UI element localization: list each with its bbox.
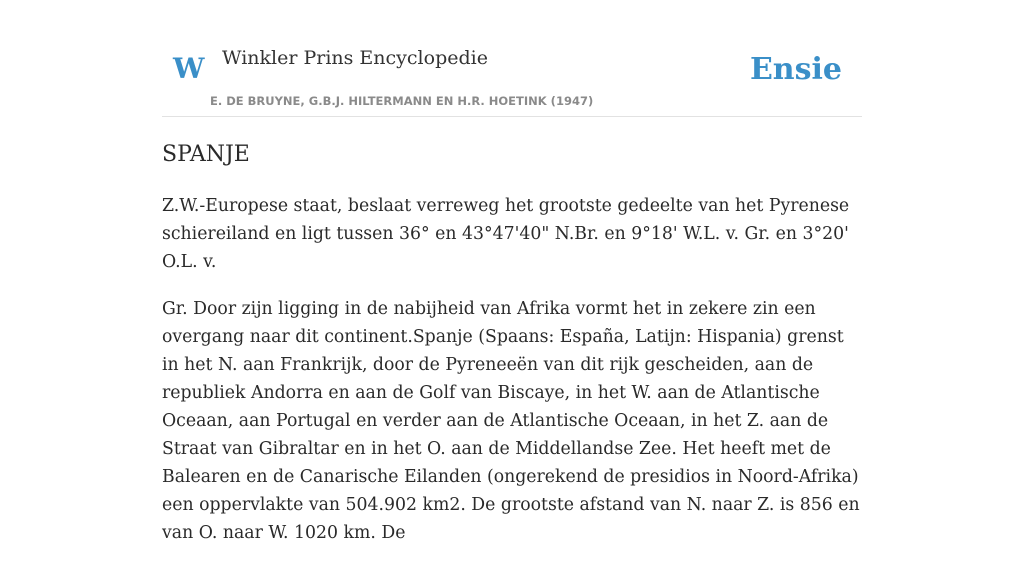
publication-logo[interactable]: W	[173, 52, 205, 85]
entry-paragraph: Gr. Door zijn ligging in de nabijheid van Afrika vormt het in zekere zin een overgang naar dit continent.Spanje (Spaans: España, Latijn: Hispania) grenst in het N. aan Frankrijk, door de Pyreneeën van dit rijk gescheiden, aan de republiek Andorra en aan de Golf van Biscaye, in het W. aan de Atlantische Oceaan, aan Portugal en verder aan de Atlantische Oceaan, in het Z. aan de Straat van Gibraltar en in het O. aan de Middellandse Zee. Het heeft met de Balearen en de Canarische Eilanden (ongerekend de presidios in Noord-Afrika) een oppervlakte van 504.902 km2. De grootste afstand van N. naar Z. is 856 en van O. naar W. 1020 km. De	[162, 299, 860, 543]
entry-title: SPANJE	[162, 142, 250, 167]
entry-body	[162, 192, 862, 566]
publication-title[interactable]: Winkler Prins Encyclopedie	[222, 47, 488, 69]
publication-authors: E. DE BRUYNE, G.B.J. HILTERMANN EN H.R. HOETINK (1947)	[210, 94, 594, 108]
ensie-logo[interactable]: Ensie	[749, 52, 842, 87]
entry-paragraph: Z.W.-Europese staat, beslaat verreweg het grootste gedeelte van het Pyrenese schiereiland en ligt tussen 36° en 43°47'40" N.Br. en 9°18' W.L. v. Gr. en 3°20' O.L. v.	[162, 196, 850, 272]
site-header	[162, 0, 862, 117]
article-page	[162, 0, 862, 543]
